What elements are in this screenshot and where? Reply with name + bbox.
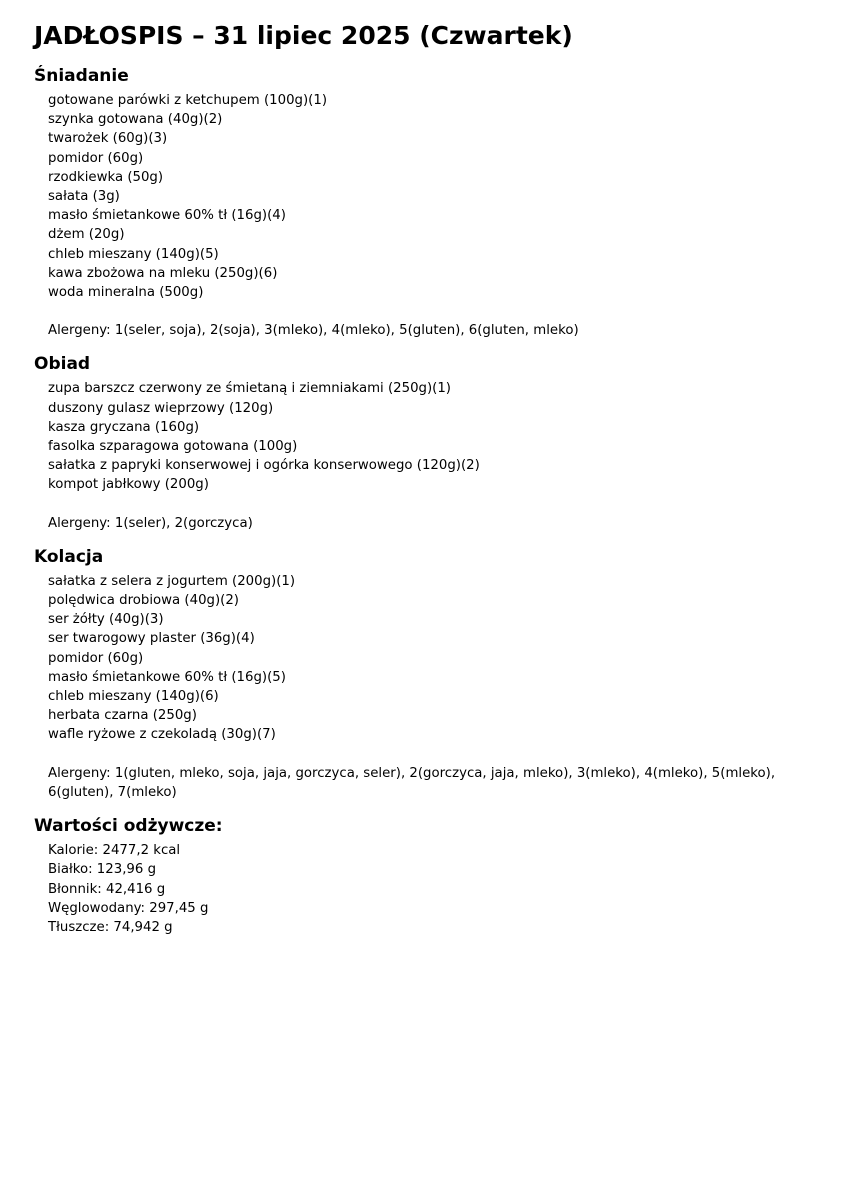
list-item: ser żółty (40g)(3) xyxy=(48,612,164,628)
breakfast-section xyxy=(34,64,814,340)
list-item: szynka gotowana (40g)(2) xyxy=(48,112,223,128)
nutrition-heading: Wartości odżywcze: xyxy=(34,816,223,837)
list-item: chleb mieszany (140g)(6) xyxy=(48,689,219,705)
nutrition-calories: Kalorie: 2477,2 kcal xyxy=(48,843,181,859)
list-item: kasza gryczana (160g) xyxy=(48,419,200,435)
nutrition-section xyxy=(34,814,814,937)
lunch-section xyxy=(34,352,814,532)
list-item: sałatka z selera z jogurtem (200g)(1) xyxy=(48,573,296,589)
breakfast-items xyxy=(34,91,814,302)
list-item: duszony gulasz wieprzowy (120g) xyxy=(48,400,274,416)
list-item: gotowane parówki z ketchupem (100g)(1) xyxy=(48,93,328,108)
list-item: sałata (3g) xyxy=(48,189,120,205)
lunch-heading: Obiad xyxy=(34,354,91,375)
dinner-heading: Kolacja xyxy=(34,546,104,567)
list-item: kawa zbożowa na mleku (250g)(6) xyxy=(48,265,278,281)
list-item: sałatka z papryki konserwowej i ogórka konserwowego (120g)(2) xyxy=(48,458,480,474)
list-item: chleb mieszany (140g)(5) xyxy=(48,246,219,262)
list-item: woda mineralna (500g) xyxy=(48,285,204,301)
list-item: kompot jabłkowy (200g) xyxy=(48,477,209,493)
list-item: herbata czarna (250g) xyxy=(48,708,197,724)
list-item: pomidor (60g) xyxy=(48,150,144,166)
list-item: dżem (20g) xyxy=(48,227,125,243)
list-item: fasolka szparagowa gotowana (100g) xyxy=(48,439,298,455)
list-item: pomidor (60g) xyxy=(48,650,144,666)
nutrition-carbs: Węglowodany: 297,45 g xyxy=(48,900,209,916)
nutrition-fat: Tłuszcze: 74,942 g xyxy=(48,919,173,935)
list-item: twarożek (60g)(3) xyxy=(48,131,168,147)
list-item: zupa barszcz czerwony ze śmietaną i ziemniakami (250g)(1) xyxy=(48,381,451,397)
nutrition-fiber: Błonnik: 42,416 g xyxy=(48,881,166,897)
list-item: rzodkiewka (50g) xyxy=(48,169,164,185)
nutrition-protein: Białko: 123,96 g xyxy=(48,862,157,878)
dinner-allergens: Alergeny: 1(gluten, mleko, soja, jaja, gorczyca, seler), 2(gorczyca, jaja, mleko), 3(mleko), 4(mleko), 5(mleko), 6(gluten), 7(mleko) xyxy=(48,765,776,800)
breakfast-allergens: Alergeny: 1(seler, soja), 2(soja), 3(mleko), 4(mleko), 5(gluten), 6(gluten, mleko) xyxy=(48,323,579,339)
list-item: polędwica drobiowa (40g)(2) xyxy=(48,593,239,609)
list-item: masło śmietankowe 60% tł (16g)(5) xyxy=(48,669,286,685)
nutrition-items xyxy=(34,841,814,937)
list-item: wafle ryżowe z czekoladą (30g)(7) xyxy=(48,727,276,743)
dinner-items xyxy=(34,572,814,745)
page-title: JADŁOSPIS – 31 lipiec 2025 (Czwartek) xyxy=(34,21,573,50)
breakfast-heading: Śniadanie xyxy=(34,66,129,86)
dinner-section xyxy=(34,545,814,802)
lunch-items xyxy=(34,379,814,494)
list-item: masło śmietankowe 60% tł (16g)(4) xyxy=(48,208,286,224)
list-item: ser twarogowy plaster (36g)(4) xyxy=(48,631,255,647)
lunch-allergens: Alergeny: 1(seler), 2(gorczyca) xyxy=(48,515,253,531)
